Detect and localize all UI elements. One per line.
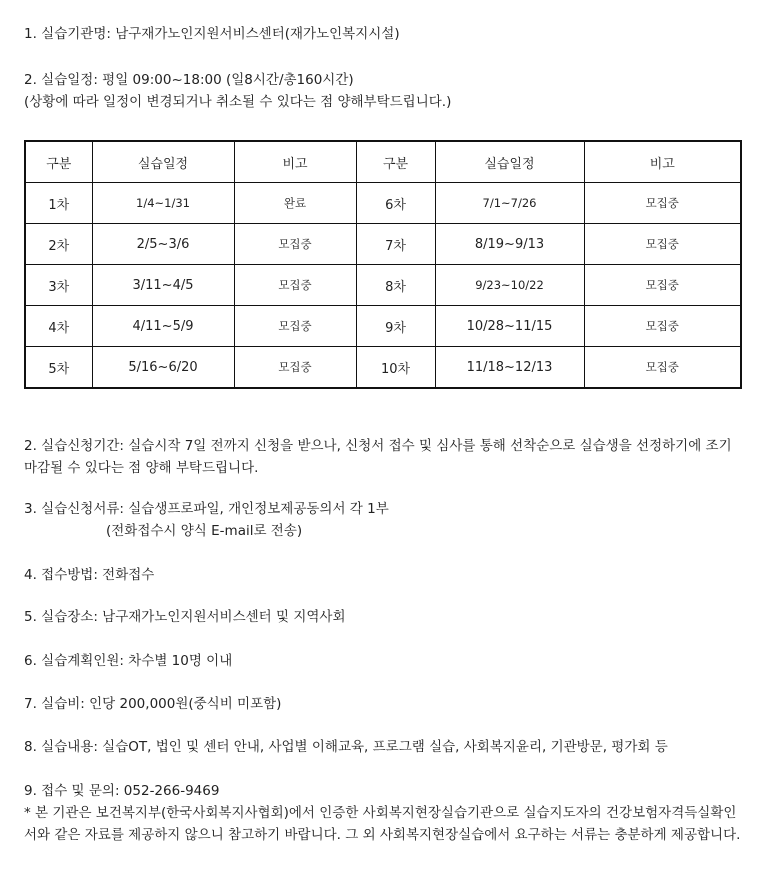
- period-cell: 2/5~3/6: [92, 224, 234, 265]
- institution-name-line: 1. 실습기관명: 남구재가노인지원서비스센터(재가노인복지시설): [24, 26, 400, 42]
- round-cell: 7차: [356, 224, 435, 265]
- col-header-period: 실습일정: [435, 141, 584, 183]
- period-cell: 8/19~9/13: [435, 224, 584, 265]
- schedule-notice-line: (상황에 따라 일정이 변경되거나 취소될 수 있다는 점 양해부탁드립니다.): [24, 94, 452, 110]
- table-row: [25, 347, 741, 389]
- documents-line: 3. 실습신청서류: 실습생프로파일, 개인정보제공동의서 각 1부: [24, 501, 389, 517]
- note-cell: 모집중: [234, 347, 356, 389]
- note-cell: 모집중: [584, 347, 741, 389]
- notice-paragraph: * 본 기관은 보건복지부(한국사회복지사협회)에서 인증한 사회복지현장실습기관으로 실습지도자의 건강보험자격득실확인서와 같은 자료를 제공하지 않으니 참고하기 바랍니다. 그 외 사회복지현장실습에서 요구하는 서류는 충분하게 제공합니다.: [24, 805, 741, 843]
- table-row: [25, 224, 741, 265]
- col-header-round: 구분: [356, 141, 435, 183]
- note-cell: 모집중: [584, 265, 741, 306]
- table-row: [25, 306, 741, 347]
- table-row: [25, 265, 741, 306]
- col-header-period: 실습일정: [92, 141, 234, 183]
- note-cell: 모집중: [234, 224, 356, 265]
- period-cell: 9/23~10/22: [435, 265, 584, 306]
- apply-period-paragraph: 2. 실습신청기간: 실습시작 7일 전까지 신청을 받으나, 신청서 접수 및 심사를 통해 선착순으로 실습생을 선정하기에 조기 마감될 수 있다는 점 양해 부탁드립니다.: [24, 438, 732, 476]
- period-cell: 11/18~12/13: [435, 347, 584, 389]
- period-cell: 3/11~4/5: [92, 265, 234, 306]
- note-cell: 모집중: [234, 306, 356, 347]
- note-cell: 모집중: [584, 306, 741, 347]
- contents-line: 8. 실습내용: 실습OT, 법인 및 센터 안내, 사업별 이해교육, 프로그램 실습, 사회복지윤리, 기관방문, 평가회 등: [24, 739, 668, 755]
- period-cell: 5/16~6/20: [92, 347, 234, 389]
- table-row: [25, 183, 741, 224]
- round-cell: 4차: [25, 306, 92, 347]
- fee-line: 7. 실습비: 인당 200,000원(중식비 미포함): [24, 696, 282, 712]
- note-cell: 모집중: [584, 183, 741, 224]
- round-cell: 1차: [25, 183, 92, 224]
- note-cell: 모집중: [234, 265, 356, 306]
- location-line: 5. 실습장소: 남구재가노인지원서비스센터 및 지역사회: [24, 609, 346, 625]
- period-cell: 1/4~1/31: [92, 183, 234, 224]
- round-cell: 9차: [356, 306, 435, 347]
- contact-line: 9. 접수 및 문의: 052-266-9469: [24, 783, 220, 799]
- round-cell: 6차: [356, 183, 435, 224]
- schedule-table: [24, 140, 742, 389]
- col-header-round: 구분: [25, 141, 92, 183]
- capacity-line: 6. 실습계획인원: 차수별 10명 이내: [24, 653, 233, 669]
- round-cell: 8차: [356, 265, 435, 306]
- note-cell: 완료: [234, 183, 356, 224]
- col-header-note: 비고: [234, 141, 356, 183]
- round-cell: 10차: [356, 347, 435, 389]
- table-header-row: [25, 141, 741, 183]
- schedule-line: 2. 실습일정: 평일 09:00~18:00 (일8시간/총160시간): [24, 72, 354, 88]
- round-cell: 3차: [25, 265, 92, 306]
- method-line: 4. 접수방법: 전화접수: [24, 567, 155, 583]
- period-cell: 10/28~11/15: [435, 306, 584, 347]
- col-header-note: 비고: [584, 141, 741, 183]
- period-cell: 7/1~7/26: [435, 183, 584, 224]
- period-cell: 4/11~5/9: [92, 306, 234, 347]
- round-cell: 2차: [25, 224, 92, 265]
- note-cell: 모집중: [584, 224, 741, 265]
- round-cell: 5차: [25, 347, 92, 389]
- documents-note-line: (전화접수시 양식 E-mail로 전송): [106, 523, 303, 539]
